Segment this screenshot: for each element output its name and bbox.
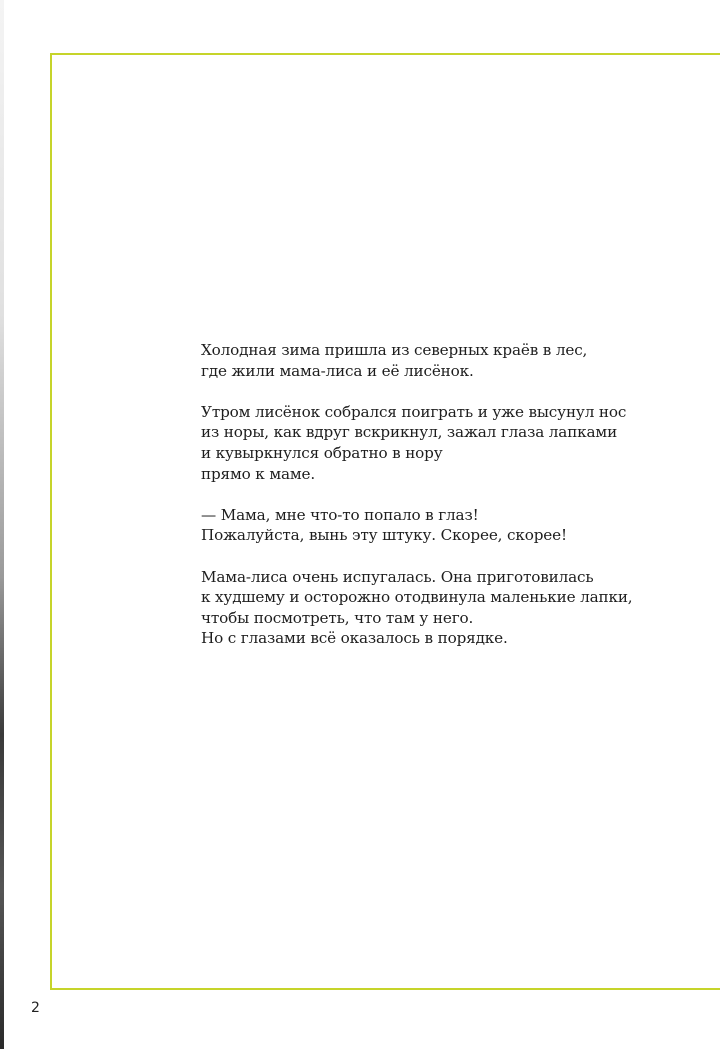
text-line: из норы, как вдруг вскрикнул, зажал глаза лапками xyxy=(201,423,618,442)
paragraph-3 xyxy=(201,505,681,546)
scan-edge xyxy=(0,0,4,1049)
text-line: Мама-лиса очень испугалась. Она приготовилась xyxy=(201,567,594,586)
text-line: чтобы посмотреть, что там у него. xyxy=(201,608,474,627)
paragraph-1 xyxy=(201,340,681,381)
paragraph-4 xyxy=(201,567,681,649)
story-text xyxy=(201,340,681,670)
text-line: Холодная зима пришла из северных краёв в лес, xyxy=(201,341,588,359)
text-line: прямо к маме. xyxy=(201,464,316,483)
text-line: где жили мама-лиса и её лисёнок. xyxy=(201,361,474,380)
page-number: 2 xyxy=(31,1000,40,1016)
text-line: Пожалуйста, вынь эту штуку. Скорее, скорее! xyxy=(201,526,567,545)
text-line: — Мама, мне что-то попало в глаз! xyxy=(201,505,479,524)
text-line: и кувыркнулся обратно в нору xyxy=(201,443,443,462)
text-line: Но с глазами всё оказалось в порядке. xyxy=(201,629,508,648)
text-line: Утром лисёнок собрался поиграть и уже высунул нос xyxy=(201,402,627,421)
text-line: к худшему и осторожно отодвинула маленькие лапки, xyxy=(201,588,633,607)
paragraph-2 xyxy=(201,402,681,484)
